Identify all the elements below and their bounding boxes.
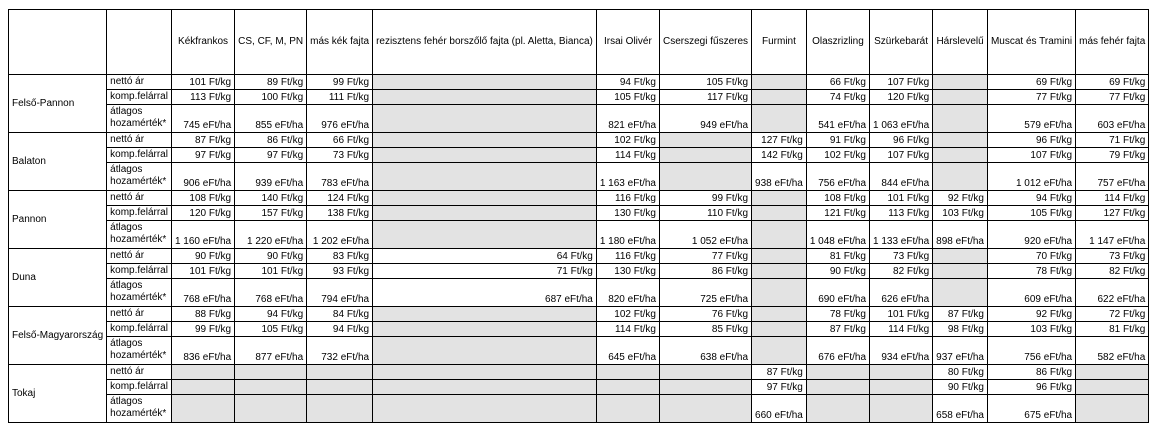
empty-cell bbox=[596, 395, 659, 423]
value-cell: 127 Ft/kg bbox=[1076, 206, 1149, 221]
empty-cell bbox=[307, 395, 373, 423]
value-cell: 690 eFt/ha bbox=[806, 279, 869, 307]
header-row bbox=[9, 10, 1149, 75]
value-cell: 76 Ft/kg bbox=[660, 307, 752, 322]
header-cell bbox=[9, 10, 107, 75]
region-name: Felső-Magyarország bbox=[9, 307, 107, 365]
empty-cell bbox=[171, 395, 234, 423]
row-label-line: átlagos bbox=[110, 338, 143, 349]
value-cell: 99 Ft/kg bbox=[660, 191, 752, 206]
empty-cell bbox=[752, 206, 807, 221]
value-cell: 94 Ft/kg bbox=[307, 322, 373, 337]
value-cell: 116 Ft/kg bbox=[596, 249, 659, 264]
value-cell: 821 eFt/ha bbox=[596, 105, 659, 133]
value-cell: 675 eFt/ha bbox=[987, 395, 1075, 423]
value-cell: 844 eFt/ha bbox=[870, 163, 933, 191]
row-label: nettó ár bbox=[107, 307, 172, 322]
empty-cell bbox=[307, 365, 373, 380]
value-cell: 1 163 eFt/ha bbox=[596, 163, 659, 191]
value-cell: 140 Ft/kg bbox=[235, 191, 307, 206]
value-cell: 976 eFt/ha bbox=[307, 105, 373, 133]
value-cell: 130 Ft/kg bbox=[596, 206, 659, 221]
table-row bbox=[9, 191, 1149, 206]
value-cell: 687 eFt/ha bbox=[373, 279, 597, 307]
value-cell: 79 Ft/kg bbox=[1076, 148, 1149, 163]
value-cell: 97 Ft/kg bbox=[235, 148, 307, 163]
value-cell: 92 Ft/kg bbox=[933, 191, 988, 206]
value-cell: 97 Ft/kg bbox=[171, 148, 234, 163]
value-cell: 72 Ft/kg bbox=[1076, 307, 1149, 322]
value-cell: 107 Ft/kg bbox=[870, 148, 933, 163]
value-cell: 934 eFt/ha bbox=[870, 337, 933, 365]
value-cell: 120 Ft/kg bbox=[870, 90, 933, 105]
row-label-line: hozamérték* bbox=[110, 408, 167, 419]
table-row bbox=[9, 148, 1149, 163]
row-label: komp.felárral bbox=[107, 206, 172, 221]
empty-cell bbox=[752, 191, 807, 206]
empty-cell bbox=[933, 163, 988, 191]
empty-cell bbox=[660, 163, 752, 191]
empty-cell bbox=[660, 380, 752, 395]
row-label: komp.felárral bbox=[107, 380, 172, 395]
header-cserszegi: Cserszegi fűszeres bbox=[660, 10, 752, 75]
value-cell: 66 Ft/kg bbox=[806, 75, 869, 90]
value-cell: 90 Ft/kg bbox=[235, 249, 307, 264]
value-cell: 90 Ft/kg bbox=[806, 264, 869, 279]
header-muscat-tramini: Muscat és Tramini bbox=[987, 10, 1075, 75]
value-cell: 110 Ft/kg bbox=[660, 206, 752, 221]
header-cell bbox=[107, 10, 172, 75]
empty-cell bbox=[933, 90, 988, 105]
value-cell: 939 eFt/ha bbox=[235, 163, 307, 191]
header-furmint: Furmint bbox=[752, 10, 807, 75]
value-cell: 105 Ft/kg bbox=[660, 75, 752, 90]
empty-cell bbox=[171, 365, 234, 380]
value-cell: 69 Ft/kg bbox=[1076, 75, 1149, 90]
value-cell: 949 eFt/ha bbox=[660, 105, 752, 133]
value-cell: 100 Ft/kg bbox=[235, 90, 307, 105]
value-cell: 73 Ft/kg bbox=[307, 148, 373, 163]
value-cell: 1 180 eFt/ha bbox=[596, 221, 659, 249]
table-row bbox=[9, 221, 1149, 249]
value-cell: 102 Ft/kg bbox=[596, 307, 659, 322]
value-cell: 92 Ft/kg bbox=[987, 307, 1075, 322]
value-cell: 117 Ft/kg bbox=[660, 90, 752, 105]
row-label: komp.felárral bbox=[107, 322, 172, 337]
value-cell: 127 Ft/kg bbox=[752, 133, 807, 148]
value-cell: 1 052 eFt/ha bbox=[660, 221, 752, 249]
value-cell: 124 Ft/kg bbox=[307, 191, 373, 206]
empty-cell bbox=[752, 249, 807, 264]
value-cell: 111 Ft/kg bbox=[307, 90, 373, 105]
empty-cell bbox=[752, 221, 807, 249]
value-cell: 920 eFt/ha bbox=[987, 221, 1075, 249]
value-cell: 89 Ft/kg bbox=[235, 75, 307, 90]
empty-cell bbox=[1076, 395, 1149, 423]
empty-cell bbox=[752, 90, 807, 105]
row-label: nettó ár bbox=[107, 191, 172, 206]
empty-cell bbox=[752, 337, 807, 365]
header-szurkebarat: Szürkebarát bbox=[870, 10, 933, 75]
value-cell: 81 Ft/kg bbox=[806, 249, 869, 264]
value-cell: 86 Ft/kg bbox=[987, 365, 1075, 380]
empty-cell bbox=[235, 395, 307, 423]
empty-cell bbox=[806, 380, 869, 395]
table-row bbox=[9, 163, 1149, 191]
value-cell: 676 eFt/ha bbox=[806, 337, 869, 365]
value-cell: 87 Ft/kg bbox=[752, 365, 807, 380]
value-cell: 86 Ft/kg bbox=[235, 133, 307, 148]
empty-cell bbox=[870, 380, 933, 395]
table-row bbox=[9, 264, 1149, 279]
empty-cell bbox=[933, 264, 988, 279]
value-cell: 101 Ft/kg bbox=[870, 307, 933, 322]
value-cell: 756 eFt/ha bbox=[987, 337, 1075, 365]
empty-cell bbox=[870, 395, 933, 423]
table-row bbox=[9, 90, 1149, 105]
value-cell: 142 Ft/kg bbox=[752, 148, 807, 163]
row-label bbox=[107, 221, 172, 249]
value-cell: 78 Ft/kg bbox=[806, 307, 869, 322]
empty-cell bbox=[870, 365, 933, 380]
value-cell: 114 Ft/kg bbox=[596, 148, 659, 163]
empty-cell bbox=[933, 75, 988, 90]
value-cell: 645 eFt/ha bbox=[596, 337, 659, 365]
value-cell: 906 eFt/ha bbox=[171, 163, 234, 191]
table-row bbox=[9, 322, 1149, 337]
value-cell: 84 Ft/kg bbox=[307, 307, 373, 322]
header-irsai-oliver: Irsai Olivér bbox=[596, 10, 659, 75]
empty-cell bbox=[373, 75, 597, 90]
value-cell: 113 Ft/kg bbox=[870, 206, 933, 221]
value-cell: 603 eFt/ha bbox=[1076, 105, 1149, 133]
value-cell: 69 Ft/kg bbox=[987, 75, 1075, 90]
value-cell: 103 Ft/kg bbox=[933, 206, 988, 221]
value-cell: 91 Ft/kg bbox=[806, 133, 869, 148]
value-cell: 85 Ft/kg bbox=[660, 322, 752, 337]
header-harslevelu: Hárslevelű bbox=[933, 10, 988, 75]
value-cell: 66 Ft/kg bbox=[307, 133, 373, 148]
empty-cell bbox=[933, 105, 988, 133]
empty-cell bbox=[660, 365, 752, 380]
value-cell: 794 eFt/ha bbox=[307, 279, 373, 307]
value-cell bbox=[987, 163, 1075, 191]
value-cell: 114 Ft/kg bbox=[596, 322, 659, 337]
row-label-line: hozamérték* bbox=[110, 292, 167, 303]
value-cell: 658 eFt/ha bbox=[933, 395, 988, 423]
value-cell: 1 063 eFt/ha bbox=[870, 105, 933, 133]
value-cell: 101 Ft/kg bbox=[171, 264, 234, 279]
row-label bbox=[107, 163, 172, 191]
row-label: komp.felárral bbox=[107, 264, 172, 279]
empty-cell bbox=[373, 148, 597, 163]
row-label-line: átlagos bbox=[110, 222, 143, 233]
value-cell: 836 eFt/ha bbox=[171, 337, 234, 365]
value-cell: 99 Ft/kg bbox=[171, 322, 234, 337]
empty-cell bbox=[806, 395, 869, 423]
value-cell: 90 Ft/kg bbox=[171, 249, 234, 264]
value-cell: 757 eFt/ha bbox=[1076, 163, 1149, 191]
empty-cell bbox=[373, 307, 597, 322]
empty-cell bbox=[373, 133, 597, 148]
value-cell: 97 Ft/kg bbox=[752, 380, 807, 395]
value-cell: 90 Ft/kg bbox=[933, 380, 988, 395]
row-label: nettó ár bbox=[107, 75, 172, 90]
empty-cell bbox=[373, 380, 597, 395]
value-cell: 96 Ft/kg bbox=[870, 133, 933, 148]
value-cell: 756 eFt/ha bbox=[806, 163, 869, 191]
empty-cell bbox=[596, 380, 659, 395]
value-cell: 108 Ft/kg bbox=[171, 191, 234, 206]
table-row bbox=[9, 206, 1149, 221]
value-text: 1 012 eFt/ha bbox=[1015, 178, 1073, 189]
value-cell: 157 Ft/kg bbox=[235, 206, 307, 221]
value-cell: 73 Ft/kg bbox=[870, 249, 933, 264]
region-name: Felső-Pannon bbox=[9, 75, 107, 133]
empty-cell bbox=[752, 307, 807, 322]
region-name: Tokaj bbox=[9, 365, 107, 423]
table-row bbox=[9, 307, 1149, 322]
empty-cell bbox=[373, 221, 597, 249]
row-label: nettó ár bbox=[107, 365, 172, 380]
value-cell: 102 Ft/kg bbox=[806, 148, 869, 163]
value-cell: 81 Ft/kg bbox=[1076, 322, 1149, 337]
value-cell: 98 Ft/kg bbox=[933, 322, 988, 337]
value-cell: 1 048 eFt/ha bbox=[806, 221, 869, 249]
value-cell: 114 Ft/kg bbox=[870, 322, 933, 337]
value-cell: 94 Ft/kg bbox=[596, 75, 659, 90]
empty-cell bbox=[933, 279, 988, 307]
value-cell: 105 Ft/kg bbox=[987, 206, 1075, 221]
value-cell: 130 Ft/kg bbox=[596, 264, 659, 279]
value-cell: 1 220 eFt/ha bbox=[235, 221, 307, 249]
value-cell: 898 eFt/ha bbox=[933, 221, 988, 249]
header-cs-cf-m-pn: CS, CF, M, PN bbox=[235, 10, 307, 75]
empty-cell bbox=[373, 395, 597, 423]
region-name: Pannon bbox=[9, 191, 107, 249]
value-cell: 138 Ft/kg bbox=[307, 206, 373, 221]
value-cell: 86 Ft/kg bbox=[660, 264, 752, 279]
empty-cell bbox=[373, 105, 597, 133]
value-cell: 87 Ft/kg bbox=[171, 133, 234, 148]
value-cell: 87 Ft/kg bbox=[933, 307, 988, 322]
value-cell: 820 eFt/ha bbox=[596, 279, 659, 307]
value-cell: 88 Ft/kg bbox=[171, 307, 234, 322]
row-label bbox=[107, 105, 172, 133]
value-cell: 725 eFt/ha bbox=[660, 279, 752, 307]
value-cell: 82 Ft/kg bbox=[1076, 264, 1149, 279]
value-cell: 745 eFt/ha bbox=[171, 105, 234, 133]
empty-cell bbox=[373, 191, 597, 206]
value-cell: 768 eFt/ha bbox=[171, 279, 234, 307]
value-cell: 626 eFt/ha bbox=[870, 279, 933, 307]
row-label-line: átlagos bbox=[110, 280, 143, 291]
value-cell: 107 Ft/kg bbox=[870, 75, 933, 90]
value-cell: 120 Ft/kg bbox=[171, 206, 234, 221]
table-row bbox=[9, 380, 1149, 395]
row-label-line: átlagos bbox=[110, 164, 143, 175]
value-cell: 64 Ft/kg bbox=[373, 249, 597, 264]
table-row bbox=[9, 133, 1149, 148]
value-cell: 579 eFt/ha bbox=[987, 105, 1075, 133]
value-cell: 78 Ft/kg bbox=[987, 264, 1075, 279]
row-label-line: hozamérték* bbox=[110, 118, 167, 129]
value-cell: 77 Ft/kg bbox=[660, 249, 752, 264]
row-label-line: hozamérték* bbox=[110, 176, 167, 187]
empty-cell bbox=[660, 148, 752, 163]
value-cell: 768 eFt/ha bbox=[235, 279, 307, 307]
value-cell: 107 Ft/kg bbox=[987, 148, 1075, 163]
empty-cell bbox=[752, 264, 807, 279]
empty-cell bbox=[1076, 380, 1149, 395]
empty-cell bbox=[596, 365, 659, 380]
value-cell: 83 Ft/kg bbox=[307, 249, 373, 264]
empty-cell bbox=[307, 380, 373, 395]
value-cell: 108 Ft/kg bbox=[806, 191, 869, 206]
value-cell: 1 160 eFt/ha bbox=[171, 221, 234, 249]
empty-cell bbox=[171, 380, 234, 395]
empty-cell bbox=[1076, 365, 1149, 380]
row-label: nettó ár bbox=[107, 133, 172, 148]
value-cell: 71 Ft/kg bbox=[373, 264, 597, 279]
value-cell: 622 eFt/ha bbox=[1076, 279, 1149, 307]
table-row bbox=[9, 249, 1149, 264]
value-cell: 102 Ft/kg bbox=[596, 133, 659, 148]
value-cell: 101 Ft/kg bbox=[235, 264, 307, 279]
value-cell: 732 eFt/ha bbox=[307, 337, 373, 365]
row-label: komp.felárral bbox=[107, 148, 172, 163]
value-cell: 1 133 eFt/ha bbox=[870, 221, 933, 249]
row-label: komp.felárral bbox=[107, 90, 172, 105]
empty-cell bbox=[933, 148, 988, 163]
value-cell: 113 Ft/kg bbox=[171, 90, 234, 105]
value-cell: 937 eFt/ha bbox=[933, 337, 988, 365]
value-cell: 77 Ft/kg bbox=[987, 90, 1075, 105]
empty-cell bbox=[373, 206, 597, 221]
empty-cell bbox=[752, 322, 807, 337]
empty-cell bbox=[933, 249, 988, 264]
value-cell: 1 202 eFt/ha bbox=[307, 221, 373, 249]
header-rezisztens-feher: rezisztens fehér borszőlő fajta (pl. Aletta, Bianca) bbox=[373, 10, 597, 75]
value-cell: 71 Ft/kg bbox=[1076, 133, 1149, 148]
row-label bbox=[107, 337, 172, 365]
value-cell: 87 Ft/kg bbox=[806, 322, 869, 337]
empty-cell bbox=[373, 365, 597, 380]
value-cell: 116 Ft/kg bbox=[596, 191, 659, 206]
header-mas-feher-fajta: más fehér fajta bbox=[1076, 10, 1149, 75]
value-cell: 93 Ft/kg bbox=[307, 264, 373, 279]
table-row bbox=[9, 365, 1149, 380]
value-cell: 105 Ft/kg bbox=[596, 90, 659, 105]
value-cell: 99 Ft/kg bbox=[307, 75, 373, 90]
value-cell: 101 Ft/kg bbox=[870, 191, 933, 206]
table-row bbox=[9, 395, 1149, 423]
row-label bbox=[107, 279, 172, 307]
empty-cell bbox=[660, 395, 752, 423]
region-name: Balaton bbox=[9, 133, 107, 191]
empty-cell bbox=[752, 279, 807, 307]
row-label bbox=[107, 395, 172, 423]
empty-cell bbox=[752, 105, 807, 133]
empty-cell bbox=[235, 365, 307, 380]
value-cell: 938 eFt/ha bbox=[752, 163, 807, 191]
header-olaszrizling: Olaszrizling bbox=[806, 10, 869, 75]
value-cell: 877 eFt/ha bbox=[235, 337, 307, 365]
value-cell: 121 Ft/kg bbox=[806, 206, 869, 221]
value-cell: 96 Ft/kg bbox=[987, 380, 1075, 395]
row-label-line: átlagos bbox=[110, 396, 143, 407]
value-cell: 1 147 eFt/ha bbox=[1076, 221, 1149, 249]
table-row bbox=[9, 279, 1149, 307]
value-cell: 74 Ft/kg bbox=[806, 90, 869, 105]
value-cell: 638 eFt/ha bbox=[660, 337, 752, 365]
empty-cell bbox=[373, 322, 597, 337]
value-cell: 101 Ft/kg bbox=[171, 75, 234, 90]
value-cell: 855 eFt/ha bbox=[235, 105, 307, 133]
header-mas-kek-fajta: más kék fajta bbox=[307, 10, 373, 75]
table-row bbox=[9, 105, 1149, 133]
region-name: Duna bbox=[9, 249, 107, 307]
empty-cell bbox=[806, 365, 869, 380]
empty-cell bbox=[373, 337, 597, 365]
wine-grape-price-table bbox=[8, 9, 1149, 423]
value-cell: 80 Ft/kg bbox=[933, 365, 988, 380]
empty-cell bbox=[373, 90, 597, 105]
table-row bbox=[9, 75, 1149, 90]
value-cell: 582 eFt/ha bbox=[1076, 337, 1149, 365]
row-label: nettó ár bbox=[107, 249, 172, 264]
empty-cell bbox=[373, 163, 597, 191]
empty-cell bbox=[933, 133, 988, 148]
value-cell: 77 Ft/kg bbox=[1076, 90, 1149, 105]
row-label-line: hozamérték* bbox=[110, 234, 167, 245]
value-cell: 94 Ft/kg bbox=[987, 191, 1075, 206]
empty-cell bbox=[752, 75, 807, 90]
value-cell: 783 eFt/ha bbox=[307, 163, 373, 191]
table-row bbox=[9, 337, 1149, 365]
empty-cell bbox=[660, 133, 752, 148]
value-cell: 103 Ft/kg bbox=[987, 322, 1075, 337]
empty-cell bbox=[235, 380, 307, 395]
row-label-line: hozamérték* bbox=[110, 350, 167, 361]
value-cell: 73 Ft/kg bbox=[1076, 249, 1149, 264]
value-cell: 114 Ft/kg bbox=[1076, 191, 1149, 206]
value-cell: 609 eFt/ha bbox=[987, 279, 1075, 307]
header-kekfrankos: Kékfrankos bbox=[171, 10, 234, 75]
value-cell: 70 Ft/kg bbox=[987, 249, 1075, 264]
value-cell: 660 eFt/ha bbox=[752, 395, 807, 423]
value-cell: 82 Ft/kg bbox=[870, 264, 933, 279]
value-cell: 96 Ft/kg bbox=[987, 133, 1075, 148]
value-cell: 541 eFt/ha bbox=[806, 105, 869, 133]
value-cell: 94 Ft/kg bbox=[235, 307, 307, 322]
value-cell: 105 Ft/kg bbox=[235, 322, 307, 337]
row-label-line: átlagos bbox=[110, 106, 143, 117]
